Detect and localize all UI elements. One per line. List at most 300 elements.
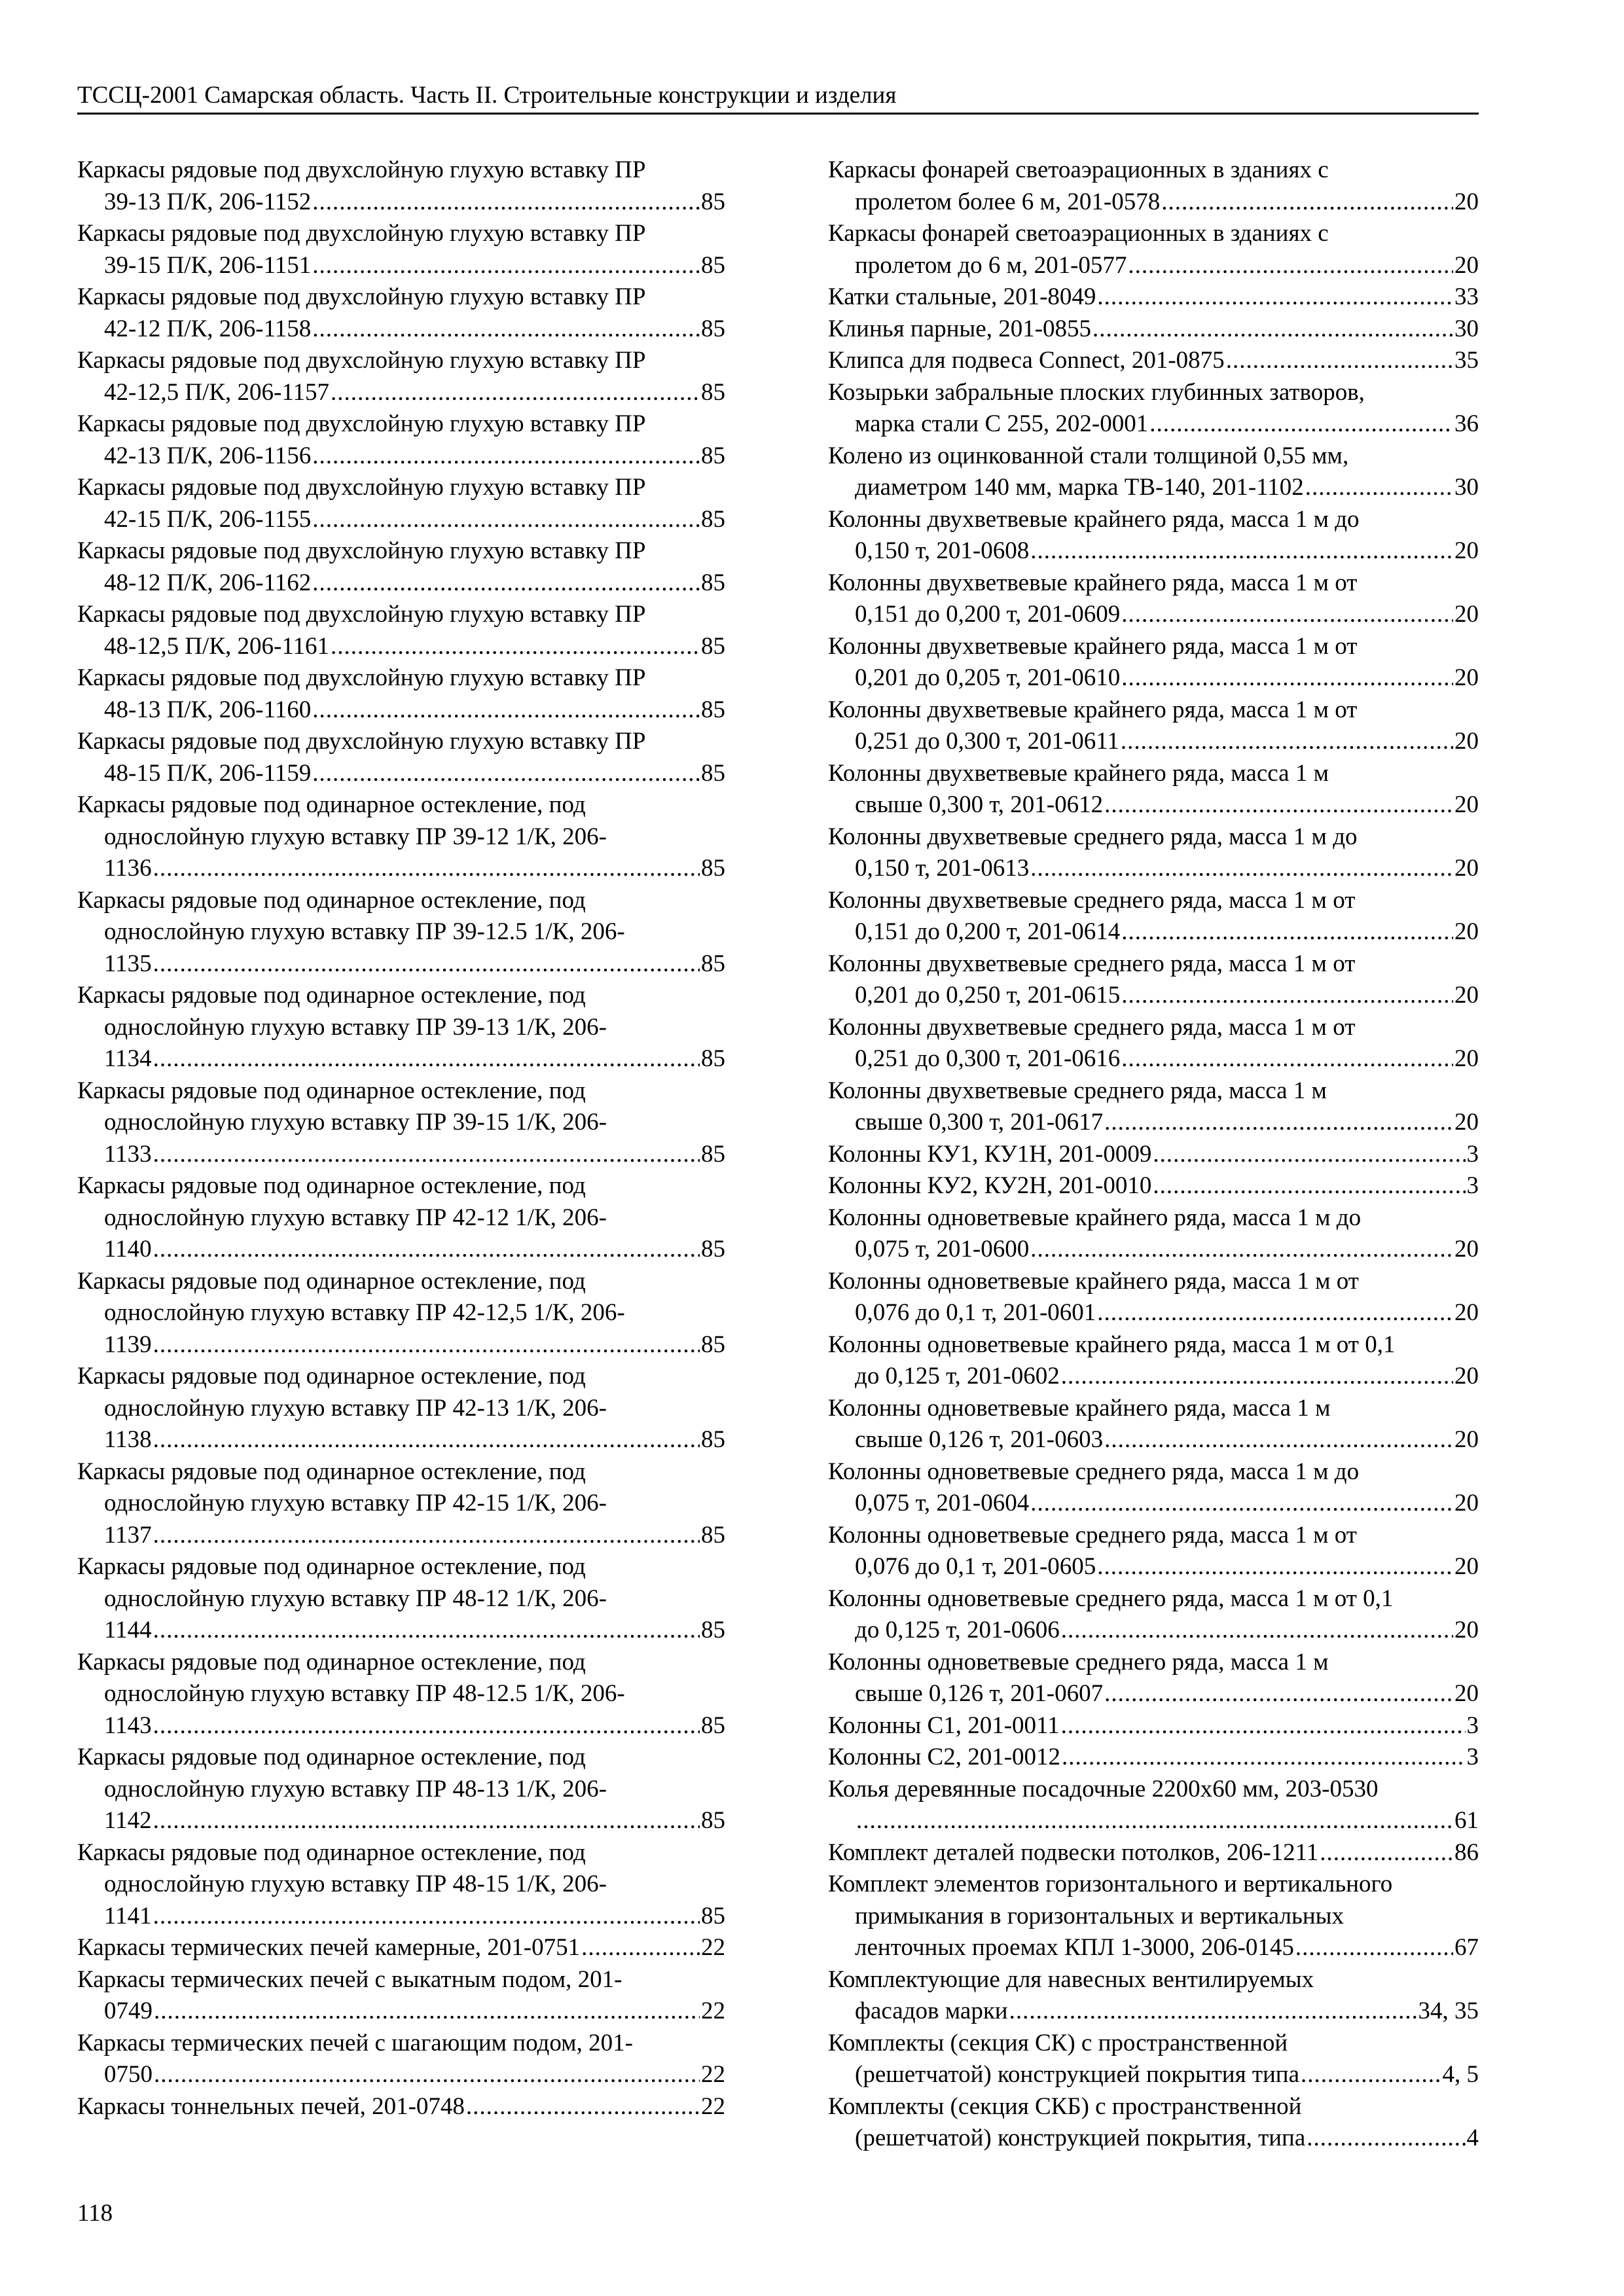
index-entry-line — [828, 1361, 1479, 1393]
index-entry-page: 85 — [701, 759, 725, 787]
index-entry-text: однослойную глухую вставку ПР 48-12 1/К, 206- — [104, 1585, 607, 1612]
index-entry-text: Комплекты (секция СКБ) с пространственной — [828, 2092, 1302, 2120]
index-entry-page: 85 — [701, 315, 725, 342]
index-entry — [828, 885, 1479, 948]
index-entry-text: Комплект деталей подвески потолков, 206-1211 — [828, 1839, 1319, 1866]
index-entry-text: Каркасы рядовые под одинарное остекление, под — [77, 1458, 586, 1485]
index-entry — [77, 1456, 725, 1552]
index-entry-text: пролетом до 6 м, 201-0577 — [855, 251, 1127, 279]
index-entry-page: 20 — [1454, 1236, 1479, 1263]
index-entry-page: 85 — [701, 855, 725, 882]
dot-leader — [312, 440, 700, 473]
index-entry-text: 1136 — [104, 855, 152, 882]
dot-leader — [856, 1805, 1453, 1837]
index-entry-text: Каркасы рядовые под двухслойную глухую вставку ПР — [77, 220, 646, 247]
index-entry-line — [828, 1932, 1479, 1964]
dot-leader — [1295, 1932, 1453, 1964]
dot-leader — [331, 631, 700, 663]
index-entry-line — [828, 1393, 1479, 1425]
index-entry-page: 3 — [1466, 1744, 1479, 1770]
index-entry — [77, 1932, 725, 1964]
index-entry — [828, 2091, 1479, 2155]
index-entry — [77, 218, 725, 281]
dot-leader — [153, 1043, 700, 1075]
index-entry-line — [828, 2091, 1479, 2123]
index-entry-line — [77, 1107, 725, 1139]
index-entry — [828, 758, 1479, 821]
index-entry-line — [77, 662, 725, 694]
index-entry-line — [828, 1234, 1479, 1266]
index-entry-page: 20 — [1454, 1617, 1479, 1643]
index-entry-page: 85 — [701, 188, 725, 215]
index-entry-page: 85 — [701, 696, 725, 723]
index-entry-line — [77, 694, 725, 726]
index-entry — [828, 1520, 1479, 1583]
index-entry-text: Каркасы рядовые под двухслойную глухую вставку ПР — [77, 474, 646, 501]
index-entry-page: 85 — [701, 1902, 725, 1929]
index-entry-text: однослойную глухую вставку ПР 39-12 1/К, 206- — [104, 823, 607, 850]
index-entry — [828, 821, 1479, 885]
index-entry-line — [77, 1901, 725, 1933]
index-entry-text: Колонны одноветвевые крайнего ряда, масса 1 м от 0,1 — [828, 1331, 1396, 1358]
index-entry-line — [828, 1520, 1479, 1552]
index-entry-line — [77, 1170, 725, 1202]
dot-leader — [1061, 1710, 1466, 1742]
index-entry-text: Каркасы рядовые под двухслойную глухую вставку ПР — [77, 410, 646, 437]
index-entry-text: диаметром 140 мм, марка ТВ-140, 201-1102 — [855, 474, 1304, 501]
index-entry-line — [77, 1012, 725, 1044]
index-entry — [828, 1202, 1479, 1266]
index-entry — [828, 154, 1479, 218]
index-entry-page: 85 — [701, 632, 725, 660]
index-entry-text: Каркасы рядовые под одинарное остекление, под — [77, 1267, 586, 1295]
index-entry-line — [77, 1647, 725, 1679]
dot-leader — [154, 2059, 700, 2091]
index-entry — [828, 567, 1479, 631]
index-entry-text: 1137 — [104, 1521, 152, 1549]
index-entry-line — [77, 1202, 725, 1234]
index-entry-line — [828, 1551, 1479, 1583]
index-entry-line — [77, 789, 725, 821]
index-entry-page: 85 — [701, 442, 725, 469]
index-entry-text: однослойную глухую вставку ПР 39-12.5 1/К, 206- — [104, 918, 625, 945]
index-entry — [828, 314, 1479, 346]
index-entry-line — [828, 821, 1479, 853]
index-entry-text: 1140 — [104, 1236, 152, 1263]
index-entry-line — [77, 2059, 725, 2091]
dot-leader — [1061, 1361, 1453, 1393]
index-entry-text: Каркасы термических печей с шагающим подом, 201- — [77, 2029, 633, 2056]
index-entry-line — [77, 1710, 725, 1742]
index-entry-text: 0,076 до 0,1 т, 201-0605 — [855, 1553, 1096, 1580]
index-entry-text: однослойную глухую вставку ПР 42-12 1/К, 206- — [104, 1204, 607, 1231]
dot-leader — [312, 504, 700, 536]
index-entry-text: Клинья парные, 201-0855 — [828, 315, 1092, 342]
index-entry-text: 1134 — [104, 1045, 152, 1072]
dot-leader — [312, 314, 700, 346]
index-entry-page: 35 — [1454, 347, 1479, 374]
dot-leader — [1307, 2123, 1465, 2155]
index-entry-text: ленточных проемах КПЛ 1-3000, 206-0145 — [855, 1934, 1294, 1961]
index-entry-line — [77, 1424, 725, 1456]
index-entry-line — [77, 1075, 725, 1107]
index-entry-line — [828, 187, 1479, 219]
index-entry-text: Колонны одноветвевые среднего ряда, масса 1 м — [828, 1648, 1329, 1676]
index-entry-line — [828, 1742, 1479, 1774]
index-entry-text: 0,076 до 0,1 т, 201-0601 — [855, 1299, 1096, 1326]
dot-leader — [466, 2091, 700, 2123]
index-entry-line — [828, 1805, 1479, 1837]
index-entry — [77, 726, 725, 789]
index-entry-text: однослойную глухую вставку ПР 42-15 1/К, 206- — [104, 1490, 607, 1516]
index-entry-page: 85 — [701, 1045, 725, 1072]
index-entry-line — [828, 758, 1479, 790]
dot-leader — [312, 250, 700, 282]
index-entry-text: Колонны двухветвевые крайнего ряда, масса 1 м от — [828, 696, 1358, 723]
index-entry-line — [77, 980, 725, 1012]
index-entry-page: 3 — [1466, 1140, 1479, 1168]
index-entry-line — [77, 1869, 725, 1901]
dot-leader — [1030, 1234, 1453, 1266]
index-entry-text: 0,150 т, 201-0608 — [855, 537, 1030, 564]
index-entry-line — [828, 1202, 1479, 1234]
index-entry-page: 20 — [1454, 855, 1479, 882]
index-entry-line — [77, 1615, 725, 1647]
index-entry-page: 20 — [1454, 1045, 1479, 1072]
index-entry-text: 0,151 до 0,200 т, 201-0609 — [855, 601, 1121, 628]
index-entry-text: свыше 0,126 т, 201-0603 — [855, 1426, 1104, 1453]
index-entry-line — [828, 694, 1479, 726]
index-entry — [77, 1964, 725, 2028]
dot-leader — [1149, 408, 1453, 440]
index-entry-page: 20 — [1454, 791, 1479, 818]
index-entry — [828, 2028, 1479, 2091]
index-entry — [77, 408, 725, 472]
index-entry-line — [77, 1932, 725, 1964]
index-entry-line — [77, 1964, 725, 1996]
index-entry-line — [77, 1456, 725, 1488]
index-entry-line — [77, 281, 725, 314]
index-entry-text: марка стали С 255, 202-0001 — [855, 410, 1149, 437]
index-entry-text: Колонны двухветвевые среднего ряда, масса 1 м от — [828, 950, 1356, 977]
index-entry-line — [828, 599, 1479, 631]
index-entry-line — [828, 980, 1479, 1012]
index-entry-line — [828, 1774, 1479, 1806]
index-entry — [77, 345, 725, 408]
index-entry-text: Каркасы рядовые под двухслойную глухую вставку ПР — [77, 156, 646, 183]
index-entry-page: 67 — [1454, 1934, 1479, 1961]
index-entry-text: Колонны одноветвевые среднего ряда, масса 1 м от — [828, 1521, 1357, 1549]
dot-leader — [153, 1139, 700, 1171]
index-entry — [828, 1012, 1479, 1075]
index-entry — [77, 1551, 725, 1647]
dot-leader — [1030, 535, 1453, 567]
index-entry-line — [828, 885, 1479, 917]
index-entry-text: Колонны двухветвевые среднего ряда, масса 1 м — [828, 1077, 1327, 1104]
index-entry-page: 36 — [1454, 410, 1479, 437]
index-entry-line — [828, 1424, 1479, 1456]
index-entry-text: Колонны одноветвевые крайнего ряда, масса 1 м — [828, 1394, 1331, 1422]
index-entry-page: 85 — [701, 1807, 725, 1834]
index-entry-page: 86 — [1454, 1839, 1479, 1866]
index-entry-page: 20 — [1454, 188, 1479, 215]
index-entry-text: свыше 0,300 т, 201-0612 — [855, 791, 1104, 818]
index-entry-line — [77, 631, 725, 663]
index-entry-text: 1133 — [104, 1140, 152, 1168]
index-entry-line — [77, 504, 725, 536]
dot-leader — [1305, 472, 1453, 504]
index-entry-text: Колонны двухветвевые крайнего ряда, масса 1 м от — [828, 632, 1358, 660]
index-entry-page: 3 — [1466, 1712, 1479, 1739]
index-entry-text: однослойную глухую вставку ПР 42-13 1/К, 206- — [104, 1394, 607, 1422]
dot-leader — [1226, 345, 1453, 377]
index-entry-page: 85 — [701, 505, 725, 533]
index-entry-text: однослойную глухую вставку ПР 42-12,5 1/К, 206- — [104, 1299, 625, 1326]
index-entry-line — [828, 1647, 1479, 1679]
index-entry-text: однослойную глухую вставку ПР 39-13 1/К, 206- — [104, 1013, 607, 1041]
dot-leader — [154, 1996, 700, 2028]
dot-leader — [153, 948, 700, 980]
dot-leader — [1153, 1139, 1465, 1171]
dot-leader — [1097, 281, 1453, 314]
dot-leader — [1121, 599, 1453, 631]
index-entry-text: Колонны одноветвевые среднего ряда, масса 1 м до — [828, 1458, 1360, 1485]
index-entry-text: Каркасы рядовые под одинарное остекление, под — [77, 886, 586, 914]
dot-leader — [153, 1234, 700, 1266]
dot-leader — [1030, 1488, 1453, 1520]
index-entry-line — [828, 1869, 1479, 1901]
index-entry-text: Каркасы термических печей камерные, 201-0751 — [77, 1934, 581, 1961]
index-entry-text: 1143 — [104, 1712, 152, 1739]
index-entry-text: однослойную глухую вставку ПР 48-12.5 1/К, 206- — [104, 1680, 625, 1707]
index-entry-line — [828, 1996, 1479, 2028]
index-entry-line — [77, 1583, 725, 1615]
index-entry-text: Каркасы рядовые под двухслойную глухую вставку ПР — [77, 728, 646, 755]
index-entry — [77, 472, 725, 535]
index-entry-text: 0,251 до 0,300 т, 201-0616 — [855, 1045, 1121, 1072]
index-entry-page: 22 — [701, 2092, 725, 2120]
index-entry-text: Каркасы рядовые под двухслойную глухую вставку ПР — [77, 283, 646, 310]
index-entry-page: 85 — [701, 378, 725, 406]
index-entry-page: 85 — [701, 569, 725, 596]
index-entry-page: 20 — [1454, 1553, 1479, 1580]
index-entry-text: свыше 0,126 т, 201-0607 — [855, 1680, 1104, 1707]
dot-leader — [1104, 1107, 1453, 1139]
index-entry-line — [77, 218, 725, 250]
index-entry-text: Комплектующие для навесных вентилируемых — [828, 1965, 1314, 1993]
index-entry-text: 42-12,5 П/К, 206-1157 — [104, 378, 329, 406]
index-entry-line — [77, 154, 725, 187]
index-entry-line — [828, 2059, 1479, 2091]
index-entry-page: 85 — [701, 251, 725, 279]
index-entry-page: 20 — [1454, 601, 1479, 628]
index-entry-text: однослойную глухую вставку ПР 39-15 1/К, 206- — [104, 1109, 607, 1136]
index-entry-page: 34, 35 — [1418, 1998, 1479, 2024]
index-entry-page: 30 — [1454, 315, 1479, 342]
index-entry — [77, 281, 725, 345]
index-entry — [77, 1837, 725, 1933]
index-entry-text: Катки стальные, 201-8049 — [828, 283, 1096, 310]
index-entry-page: 30 — [1454, 474, 1479, 501]
dot-leader — [153, 1615, 700, 1647]
index-entry — [828, 1869, 1479, 1964]
index-column-left — [77, 154, 725, 2123]
index-entry-text: Каркасы рядовые под одинарное остекление, под — [77, 982, 586, 1009]
index-entry-line — [828, 1012, 1479, 1044]
index-entry-text: Колонны КУ2, КУ2Н, 201-0010 — [828, 1172, 1152, 1199]
index-entry-line — [828, 1615, 1479, 1647]
index-entry-line — [828, 789, 1479, 821]
index-entry-page: 85 — [701, 1331, 725, 1358]
index-entry — [77, 535, 725, 599]
index-entry-line — [77, 1520, 725, 1552]
index-entry-text: 42-13 П/К, 206-1156 — [104, 442, 312, 469]
dot-leader — [581, 1932, 700, 1964]
index-entry-text: 1144 — [104, 1617, 152, 1643]
index-entry — [828, 1393, 1479, 1456]
index-entry-text: Колья деревянные посадочные 2200х60 мм, 203-0530 — [828, 1775, 1379, 1803]
dot-leader — [1121, 726, 1453, 758]
index-entry-line — [828, 916, 1479, 948]
index-entry-page: 85 — [701, 950, 725, 977]
index-entry-text: Комплект элементов горизонтального и вертикального — [828, 1871, 1393, 1897]
index-entry-text: 1135 — [104, 950, 152, 977]
index-entry-text: Каркасы рядовые под одинарное остекление, под — [77, 1363, 586, 1390]
index-entry — [828, 1170, 1479, 1202]
index-entry-line — [828, 218, 1479, 250]
index-entry-text: Каркасы фонарей светоаэрационных в зданиях с — [828, 156, 1329, 183]
index-entry-line — [828, 662, 1479, 694]
index-entry-line — [828, 726, 1479, 758]
index-entry-line — [828, 472, 1479, 504]
index-entry-line — [77, 1361, 725, 1393]
index-entry — [828, 1964, 1479, 2028]
index-entry-line — [77, 535, 725, 567]
index-entry-text: 0,151 до 0,200 т, 201-0614 — [855, 918, 1121, 945]
index-entry-line — [77, 1234, 725, 1266]
index-entry-text: Каркасы рядовые под одинарное остекление, под — [77, 1553, 586, 1580]
index-entry — [77, 599, 725, 662]
dot-leader — [1061, 1615, 1453, 1647]
index-entry-text: 39-15 П/К, 206-1151 — [104, 251, 312, 279]
index-entry-text: Козырьки забральные плоских глубинных затворов, — [828, 378, 1365, 406]
index-entry-line — [828, 1456, 1479, 1488]
index-entry — [828, 1647, 1479, 1710]
index-entry-page: 22 — [701, 2061, 725, 2088]
dot-leader — [312, 758, 700, 790]
index-entry — [77, 154, 725, 218]
index-entry — [77, 1647, 725, 1742]
index-entry — [828, 1139, 1479, 1171]
index-entry — [828, 948, 1479, 1012]
index-entry-line — [828, 281, 1479, 314]
index-entry-text: 48-12,5 П/К, 206-1161 — [104, 632, 329, 660]
index-entry-line — [77, 1774, 725, 1806]
index-entry-page: 20 — [1454, 1299, 1479, 1326]
index-entry — [77, 980, 725, 1075]
index-entry-line — [77, 1329, 725, 1361]
index-entry-line — [77, 853, 725, 885]
header-title: ТССЦ-2001 Самарская область. Часть II. Строительные конструкции и изделия — [77, 82, 897, 109]
index-entry-line — [77, 1488, 725, 1520]
index-entry-text: 1138 — [104, 1426, 152, 1453]
index-entry — [828, 440, 1479, 504]
index-entry-text: 0,251 до 0,300 т, 201-0611 — [855, 728, 1119, 755]
index-entry-text: 48-13 П/К, 206-1160 — [104, 696, 312, 723]
page-number: 118 — [77, 2200, 113, 2227]
index-entry-line — [828, 1678, 1479, 1710]
dot-leader — [1121, 980, 1453, 1012]
index-entry-text: 0,075 т, 201-0600 — [855, 1236, 1030, 1263]
index-entry-text: 0,201 до 0,205 т, 201-0610 — [855, 664, 1121, 691]
index-entry-text: 0,201 до 0,250 т, 201-0615 — [855, 982, 1121, 1009]
index-entry-line — [77, 821, 725, 853]
dot-leader — [1121, 1043, 1453, 1075]
index-entry-line — [828, 1139, 1479, 1171]
dot-leader — [153, 1710, 700, 1742]
index-entry-line — [828, 948, 1479, 980]
index-entry-text: Колено из оцинкованной стали толщиной 0,55 мм, — [828, 442, 1349, 469]
index-entry-page: 4, 5 — [1442, 2061, 1479, 2088]
dot-leader — [153, 1424, 700, 1456]
dot-leader — [1161, 187, 1453, 219]
index-entry-page: 85 — [701, 1521, 725, 1549]
dot-leader — [1062, 1742, 1465, 1774]
dot-leader — [153, 1329, 700, 1361]
index-entry-text: Каркасы рядовые под одинарное остекление, под — [77, 1648, 586, 1676]
index-entry — [828, 345, 1479, 377]
index-entry-text: 0750 — [104, 2061, 153, 2088]
index-entry-line — [828, 1710, 1479, 1742]
index-entry-text: Каркасы рядовые под двухслойную глухую вставку ПР — [77, 601, 646, 628]
dot-leader — [153, 1901, 700, 1933]
index-entry-text: Каркасы термических печей с выкатным подом, 201- — [77, 1965, 623, 1993]
index-entry — [828, 1266, 1479, 1329]
index-entry-line — [77, 1043, 725, 1075]
index-entry — [828, 694, 1479, 758]
dot-leader — [1104, 1678, 1453, 1710]
index-entry-page: 85 — [701, 1236, 725, 1263]
index-entry-line — [828, 504, 1479, 536]
index-entry-line — [828, 1583, 1479, 1615]
index-entry-text: Колонны двухветвевые среднего ряда, масса 1 м до — [828, 823, 1358, 850]
index-entry-text: Колонны одноветвевые среднего ряда, масса 1 м от 0,1 — [828, 1585, 1394, 1612]
dot-leader — [1092, 314, 1453, 346]
index-entry-line — [828, 631, 1479, 663]
index-entry-line — [828, 2123, 1479, 2155]
index-entry-page: 20 — [1454, 1490, 1479, 1516]
index-entry — [77, 1266, 725, 1361]
index-entry-text: 1141 — [104, 1902, 152, 1929]
dot-leader — [1097, 1551, 1453, 1583]
index-entry-text: 39-13 П/К, 206-1152 — [104, 188, 312, 215]
index-column-right — [828, 154, 1479, 2155]
index-entry — [828, 1742, 1479, 1774]
index-entry-line — [828, 1043, 1479, 1075]
index-entry-text: (решетчатой) конструкцией покрытия типа — [855, 2061, 1300, 2088]
dot-leader — [1009, 1996, 1417, 2028]
dot-leader — [153, 1805, 700, 1837]
index-entry-line — [77, 885, 725, 917]
index-entry — [828, 504, 1479, 567]
index-entry-page: 85 — [701, 1426, 725, 1453]
dot-leader — [153, 1520, 700, 1552]
index-entry-text: 0,150 т, 201-0613 — [855, 855, 1030, 882]
dot-leader — [1320, 1837, 1453, 1869]
index-entry — [77, 789, 725, 885]
index-entry-line — [77, 567, 725, 600]
index-entry-text: Колонны одноветвевые крайнего ряда, масса 1 м до — [828, 1204, 1362, 1231]
